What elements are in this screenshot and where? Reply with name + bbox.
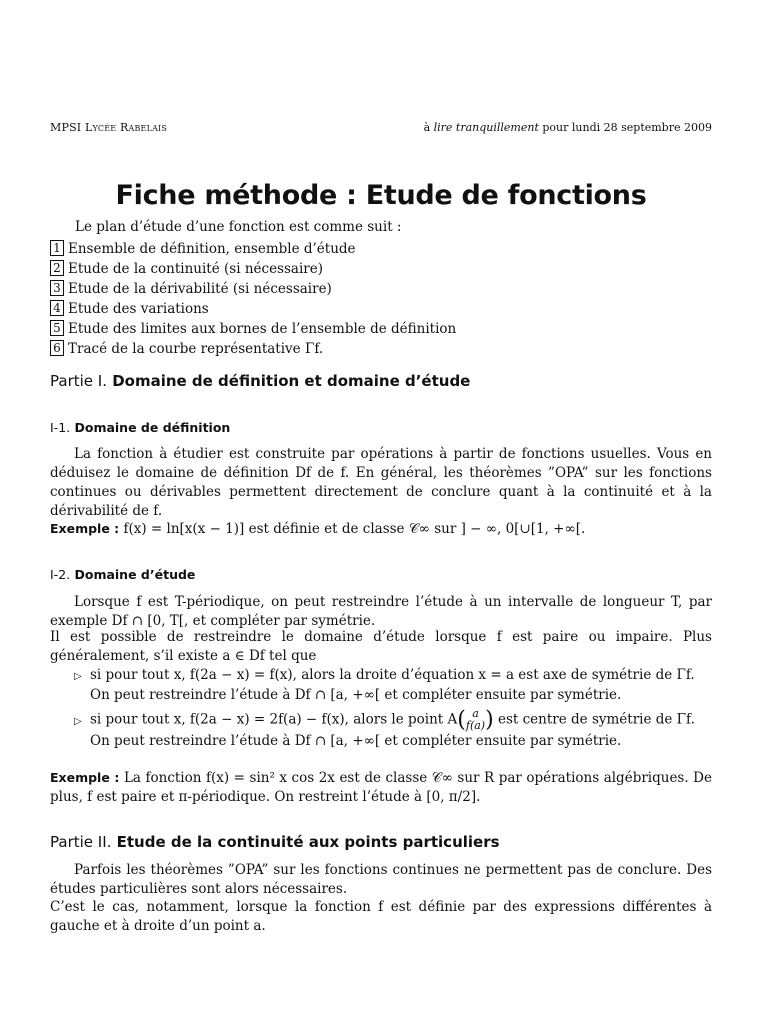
part1-heading: Partie I. Domaine de définition et domaine d’étude [50,372,471,390]
example-2: Exemple : La fonction f(x) = sin² x cos 2x est de classe 𝒞∞ sur R par opérations algébriques. De plus, f est paire et π-périodique. On restreint l’étude à [0, π/2]. [50,770,712,805]
part2-paragraph-1: Parfois les théorèmes ”OPA” sur les fonctions continues ne permettent pas de conclure. Des études particulières sont alors nécessaires. [50,862,712,897]
section-1-2-paragraph-1: Lorsque f est T-périodique, on peut restreindre l’étude à un intervalle de longueur T, par exemple Df ∩ [0, T[, et compléter par symétrie. [50,594,712,629]
point-coordinates: a f(a) [465,707,486,732]
list-item: ▷ si pour tout x, f(2a − x) = f(x), alors la droite d’équation x = a est axe de symétrie de Γf. On peut restreindre l’étude à Df ∩ [a, +∞[ et compléter ensuite par symétrie. [74,667,695,703]
page-title: Fiche méthode : Etude de fonctions [115,180,647,211]
intro-text: Le plan d’étude d’une fonction est comme suit : [75,219,402,235]
section-1-2-heading: I-2. Domaine d’étude [50,567,196,582]
section-1-1-paragraph: La fonction à étudier est construite par opérations à partir de fonctions usuelles. Vous en déduisez le domaine de définition Df de f. En général, les théorèmes ”OPA” sur les fonctions continues ou dérivables permettent directement de conclure quant à la continuité et à la dérivabilité de f. [50,446,712,519]
list-item: 1 Ensemble de définition, ensemble d’étude [50,239,456,259]
section-1-2-paragraph-2: Il est possible de restreindre le domaine d’étude lorsque f est paire ou impaire. Plus généralement, s’il existe a ∈ Df tel que [50,629,712,664]
part2-paragraph-2: C’est le cas, notamment, lorsque la fonction f est définie par des expressions différentes à gauche et à droite d’un point a. [50,899,712,934]
list-item: 3 Etude de la dérivabilité (si nécessaire) [50,279,456,299]
section-1-1-heading: I-1. Domaine de définition [50,420,231,435]
header-school: MPSI Lycée Rabelais [50,121,168,134]
triangle-bullet-icon: ▷ [74,671,82,682]
list-item: ▷ si pour tout x, f(2a − x) = 2f(a) − f(x), alors le point A( a f(a)) est centre de symétrie de Γf. On peut restreindre l’étude à Df ∩ [a, +∞[ et compléter ensuite par symétrie. [74,707,695,749]
part2-heading: Partie II. Etude de la continuité aux points particuliers [50,833,500,851]
list-item: 6 Tracé de la courbe représentative Γf. [50,339,456,359]
header-date: à lire tranquillement pour lundi 28 septembre 2009 [423,121,712,134]
study-plan-list [50,239,456,359]
page-header [50,121,712,134]
list-item: 2 Etude de la continuité (si nécessaire) [50,259,456,279]
list-item: 5 Etude des limites aux bornes de l’ensemble de définition [50,319,456,339]
example-1: Exemple : f(x) = ln[x(x − 1)] est définie et de classe 𝒞∞ sur ] − ∞, 0[∪[1, +∞[. [50,521,586,537]
triangle-bullet-icon: ▷ [74,715,82,727]
list-item: 4 Etude des variations [50,299,456,319]
